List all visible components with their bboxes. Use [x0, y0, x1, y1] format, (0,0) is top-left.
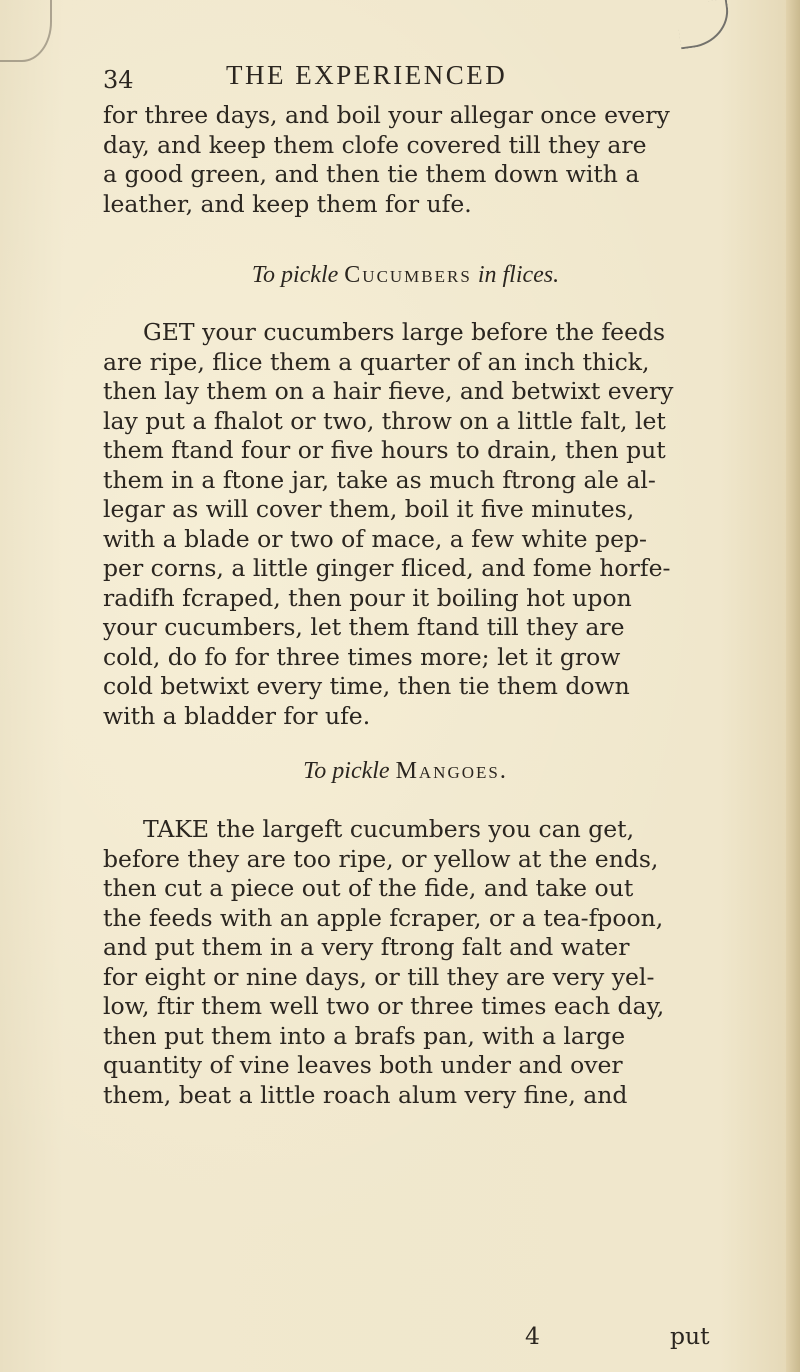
recipe-body-cucumbers — [103, 318, 708, 731]
text-line: TAKE the largeft cucumbers you can get, — [143, 815, 635, 843]
page-footer — [103, 1322, 708, 1352]
text-line: a good green, and then tie them down with a — [103, 160, 640, 188]
recipe-heading-cucumbers — [103, 262, 708, 289]
signature-mark: 4 — [525, 1322, 540, 1350]
text-line: for eight or nine days, or till they are very yel- — [103, 962, 655, 991]
text-line: for three days, and boil your allegar once every — [103, 101, 670, 129]
text-line: then put them into a brafs pan, with a large — [103, 1021, 626, 1050]
pen-stroke-mark — [675, 0, 733, 49]
running-title: THE EXPERIENCED — [226, 60, 508, 90]
text-line: cold, do fo for three times more; let it grow — [103, 642, 621, 671]
text-line: are ripe, flice them a quarter of an inch thick, — [103, 347, 650, 376]
heading-prefix: To pickle — [251, 262, 339, 288]
text-line: radifh fcraped, then pour it boiling hot upon — [103, 583, 632, 612]
text-line: low, ftir them well two or three times each day, — [103, 992, 665, 1020]
text-line: GET your cucumbers large before the feeds — [143, 318, 666, 346]
text-line: then lay them on a hair fieve, and betwixt every — [103, 377, 674, 405]
continuation-paragraph — [103, 101, 708, 219]
text-line: leather, and keep them for ufe. — [103, 189, 472, 218]
text-line: cold betwixt every time, then tie them down — [103, 672, 630, 700]
catchword: put — [670, 1322, 710, 1350]
recipe-body-mangoes — [103, 815, 708, 1110]
text-line: quantity of vine leaves both under and over — [103, 1051, 623, 1079]
page-number: 34 — [103, 66, 134, 94]
text-line: them ftand four or five hours to drain, then put — [103, 436, 666, 464]
text-line: lay put a fhalot or two, throw on a little falt, let — [103, 406, 666, 435]
text-line: then cut a piece out of the fide, and take out — [103, 874, 634, 902]
heading-subject: Cucumbers — [344, 262, 472, 288]
corner-pen-mark — [0, 0, 52, 62]
running-head — [103, 60, 703, 96]
text-line: per corns, a little ginger fliced, and fome horfe- — [103, 554, 671, 582]
heading-prefix: To pickle — [303, 758, 390, 784]
text-line: and put them in a very ftrong falt and water — [103, 933, 630, 961]
recipe-heading-mangoes — [103, 758, 708, 785]
text-line: them, beat a little roach alum very fine, and — [103, 1080, 628, 1109]
text-line: before they are too ripe, or yellow at the ends, — [103, 844, 659, 873]
page-edge — [786, 0, 800, 1372]
text-line: with a bladder for ufe. — [103, 701, 371, 730]
text-line: the feeds with an apple fcraper, or a tea-fpoon, — [103, 903, 664, 932]
text-line: your cucumbers, let them ftand till they are — [103, 613, 625, 641]
text-line: day, and keep them clofe covered till they are — [103, 130, 647, 159]
heading-suffix: in flices. — [477, 262, 560, 288]
text-line: with a blade or two of mace, a few white pep- — [103, 524, 647, 553]
text-line: them in a ftone jar, take as much ftrong ale al- — [103, 465, 656, 494]
heading-subject: Mangoes. — [395, 758, 508, 784]
text-line: legar as will cover them, boil it five minutes, — [103, 495, 635, 523]
